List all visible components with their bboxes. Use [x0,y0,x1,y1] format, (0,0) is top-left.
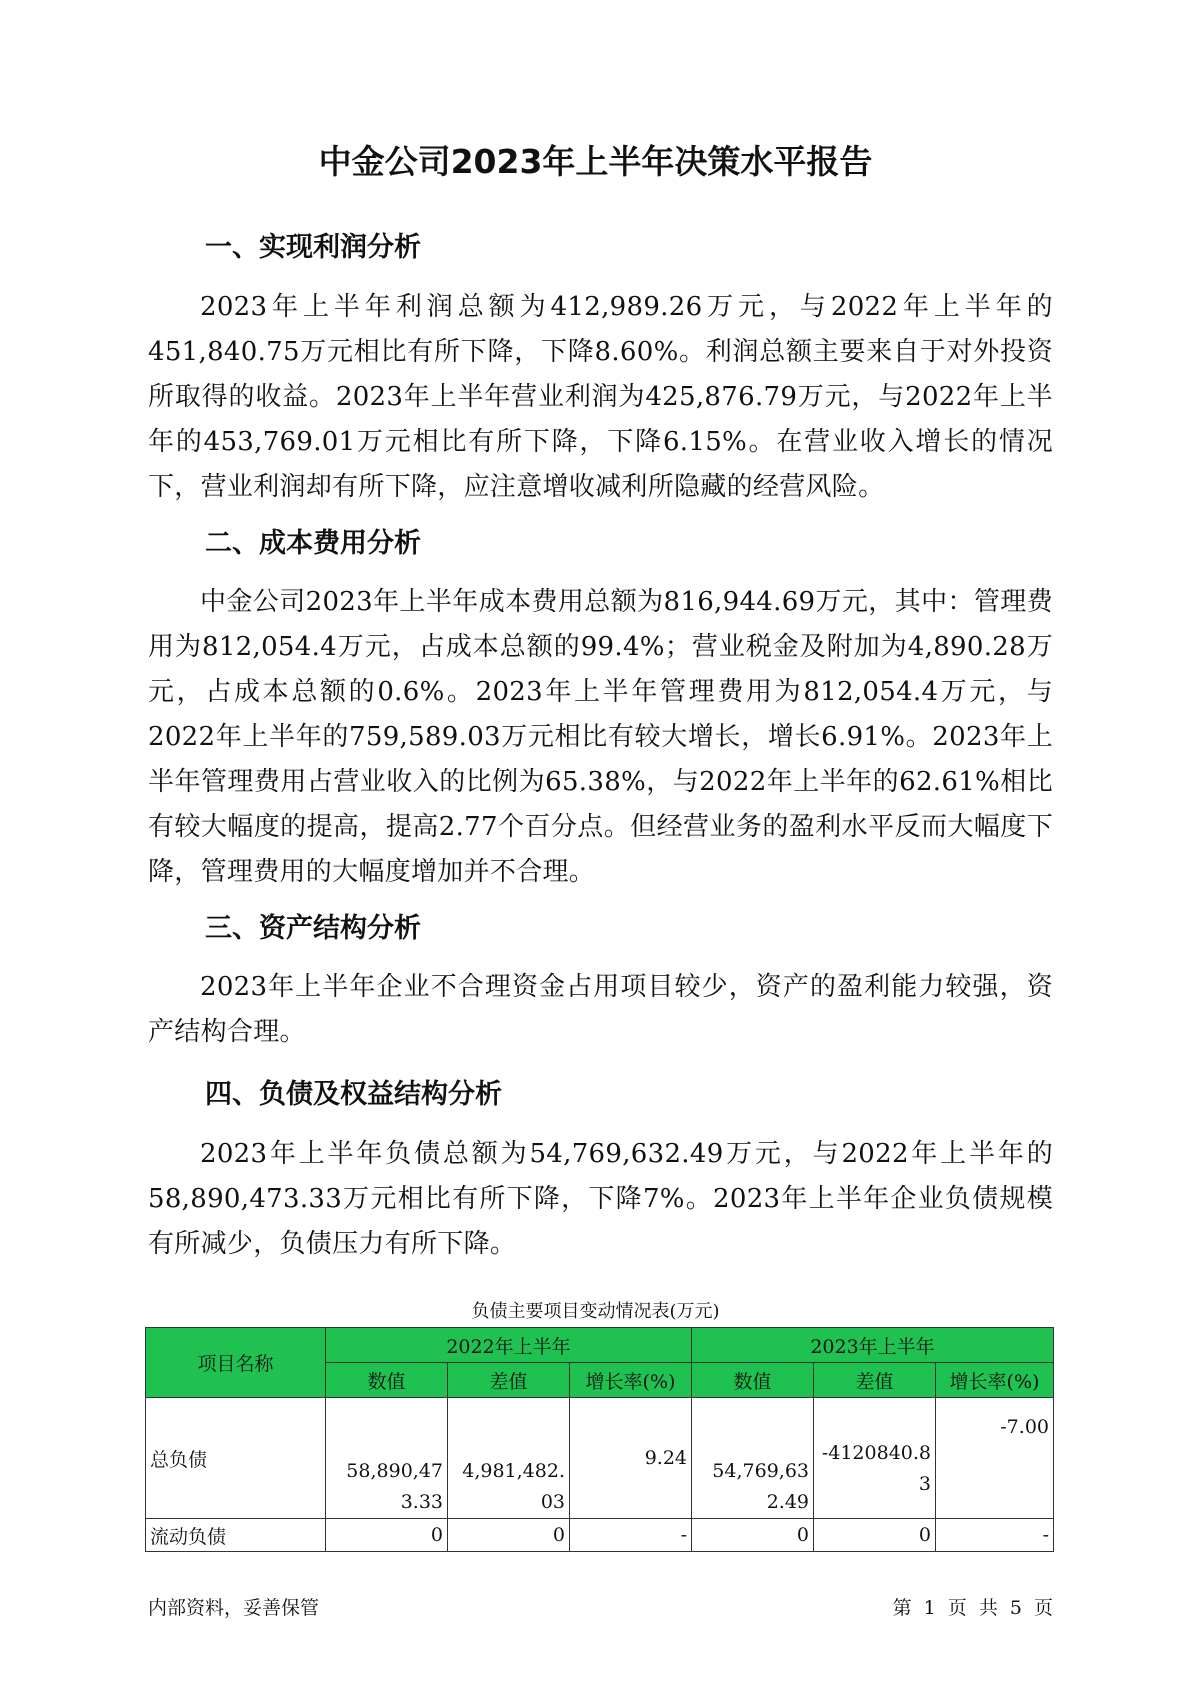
table-header-row [146,1328,1054,1363]
liabilities-table [145,1327,1054,1552]
section-paragraph-profit: 2023年上半年利润总额为412,989.26万元，与2022年上半年的451,840.75万元相比有所下降，下降8.60%。利润总额主要来自于对外投资所取得的收益。2023年上半年营业利润为425,876.79万元，与2022年上半年的453,769.01万元相比有所下降，下降6.15%。在营业收入增长的情况下，营业利润却有所下降，应注意增收减利所隐藏的经营风险。 [148,292,1053,502]
table-row [146,1398,1054,1519]
header-period-2023: 2023年上半年 [692,1328,1054,1363]
section-paragraph-cost: 中金公司2023年上半年成本费用总额为816,944.69万元，其中：管理费用为812,054.4万元，占成本总额的99.4%；营业税金及附加为4,890.28万元，占成本总额的0.6%。2023年上半年管理费用为812,054.4万元，与2022年上半年的759,589.03万元相比有较大增长，增长6.91%。2023年上半年管理费用占营业收入的比例为65.38%，与2022年上半年的62.61%相比有较大幅度的提高，提高2.77个百分点。但经营业务的盈利水平反而大幅度下降，管理费用的大幅度增加并不合理。 [148,587,1053,887]
header-growth-2022: 增长率(%) [570,1363,692,1398]
header-period-2022: 2022年上半年 [326,1328,692,1363]
cell-value-2022: 0 [326,1519,448,1552]
cell-diff-2022: 0 [448,1519,570,1552]
row-name-total-liabilities: 总负债 [146,1398,326,1519]
section-heading-liabilities: 四、负债及权益结构分析 [205,1079,502,1110]
cell-value-2023: 54,769,632.49 [692,1398,814,1519]
cell-value-2022: 58,890,473.33 [326,1398,448,1519]
header-value-2022: 数值 [326,1363,448,1398]
header-diff-2022: 差值 [448,1363,570,1398]
section-paragraph-liabilities: 2023年上半年负债总额为54,769,632.49万元，与2022年上半年的58,890,473.33万元相比有所下降，下降7%。2023年上半年企业负债规模有所减少，负债压力有所下降。 [148,1139,1053,1259]
cell-growth-2023: -7.00 [936,1398,1054,1519]
cell-growth-2022: - [570,1519,692,1552]
document-title: 中金公司2023年上半年决策水平报告 [318,142,873,181]
section-paragraph-assets: 2023年上半年企业不合理资金占用项目较少，资产的盈利能力较强，资产结构合理。 [148,972,1053,1047]
section-heading-profit: 一、实现利润分析 [205,232,421,263]
cell-diff-2023: -4120840.83 [814,1398,936,1519]
cell-diff-2022: 4,981,482.03 [448,1398,570,1519]
table-caption: 负债主要项目变动情况表(万元) [471,1301,720,1322]
section-heading-assets: 三、资产结构分析 [205,913,421,944]
header-diff-2023: 差值 [814,1363,936,1398]
footer-page-number: 第 1 页 共 5 页 [892,1597,1053,1619]
row-name-current-liabilities: 流动负债 [146,1519,326,1552]
table-row [146,1519,1054,1552]
header-growth-2023: 增长率(%) [936,1363,1054,1398]
cell-value-2023: 0 [692,1519,814,1552]
cell-growth-2022: 9.24 [570,1398,692,1519]
cell-diff-2023: 0 [814,1519,936,1552]
cell-growth-2023: - [936,1519,1054,1552]
footer-confidential-note: 内部资料，妥善保管 [148,1597,320,1619]
header-value-2023: 数值 [692,1363,814,1398]
section-heading-cost: 二、成本费用分析 [205,528,421,559]
header-item-name: 项目名称 [146,1328,326,1398]
